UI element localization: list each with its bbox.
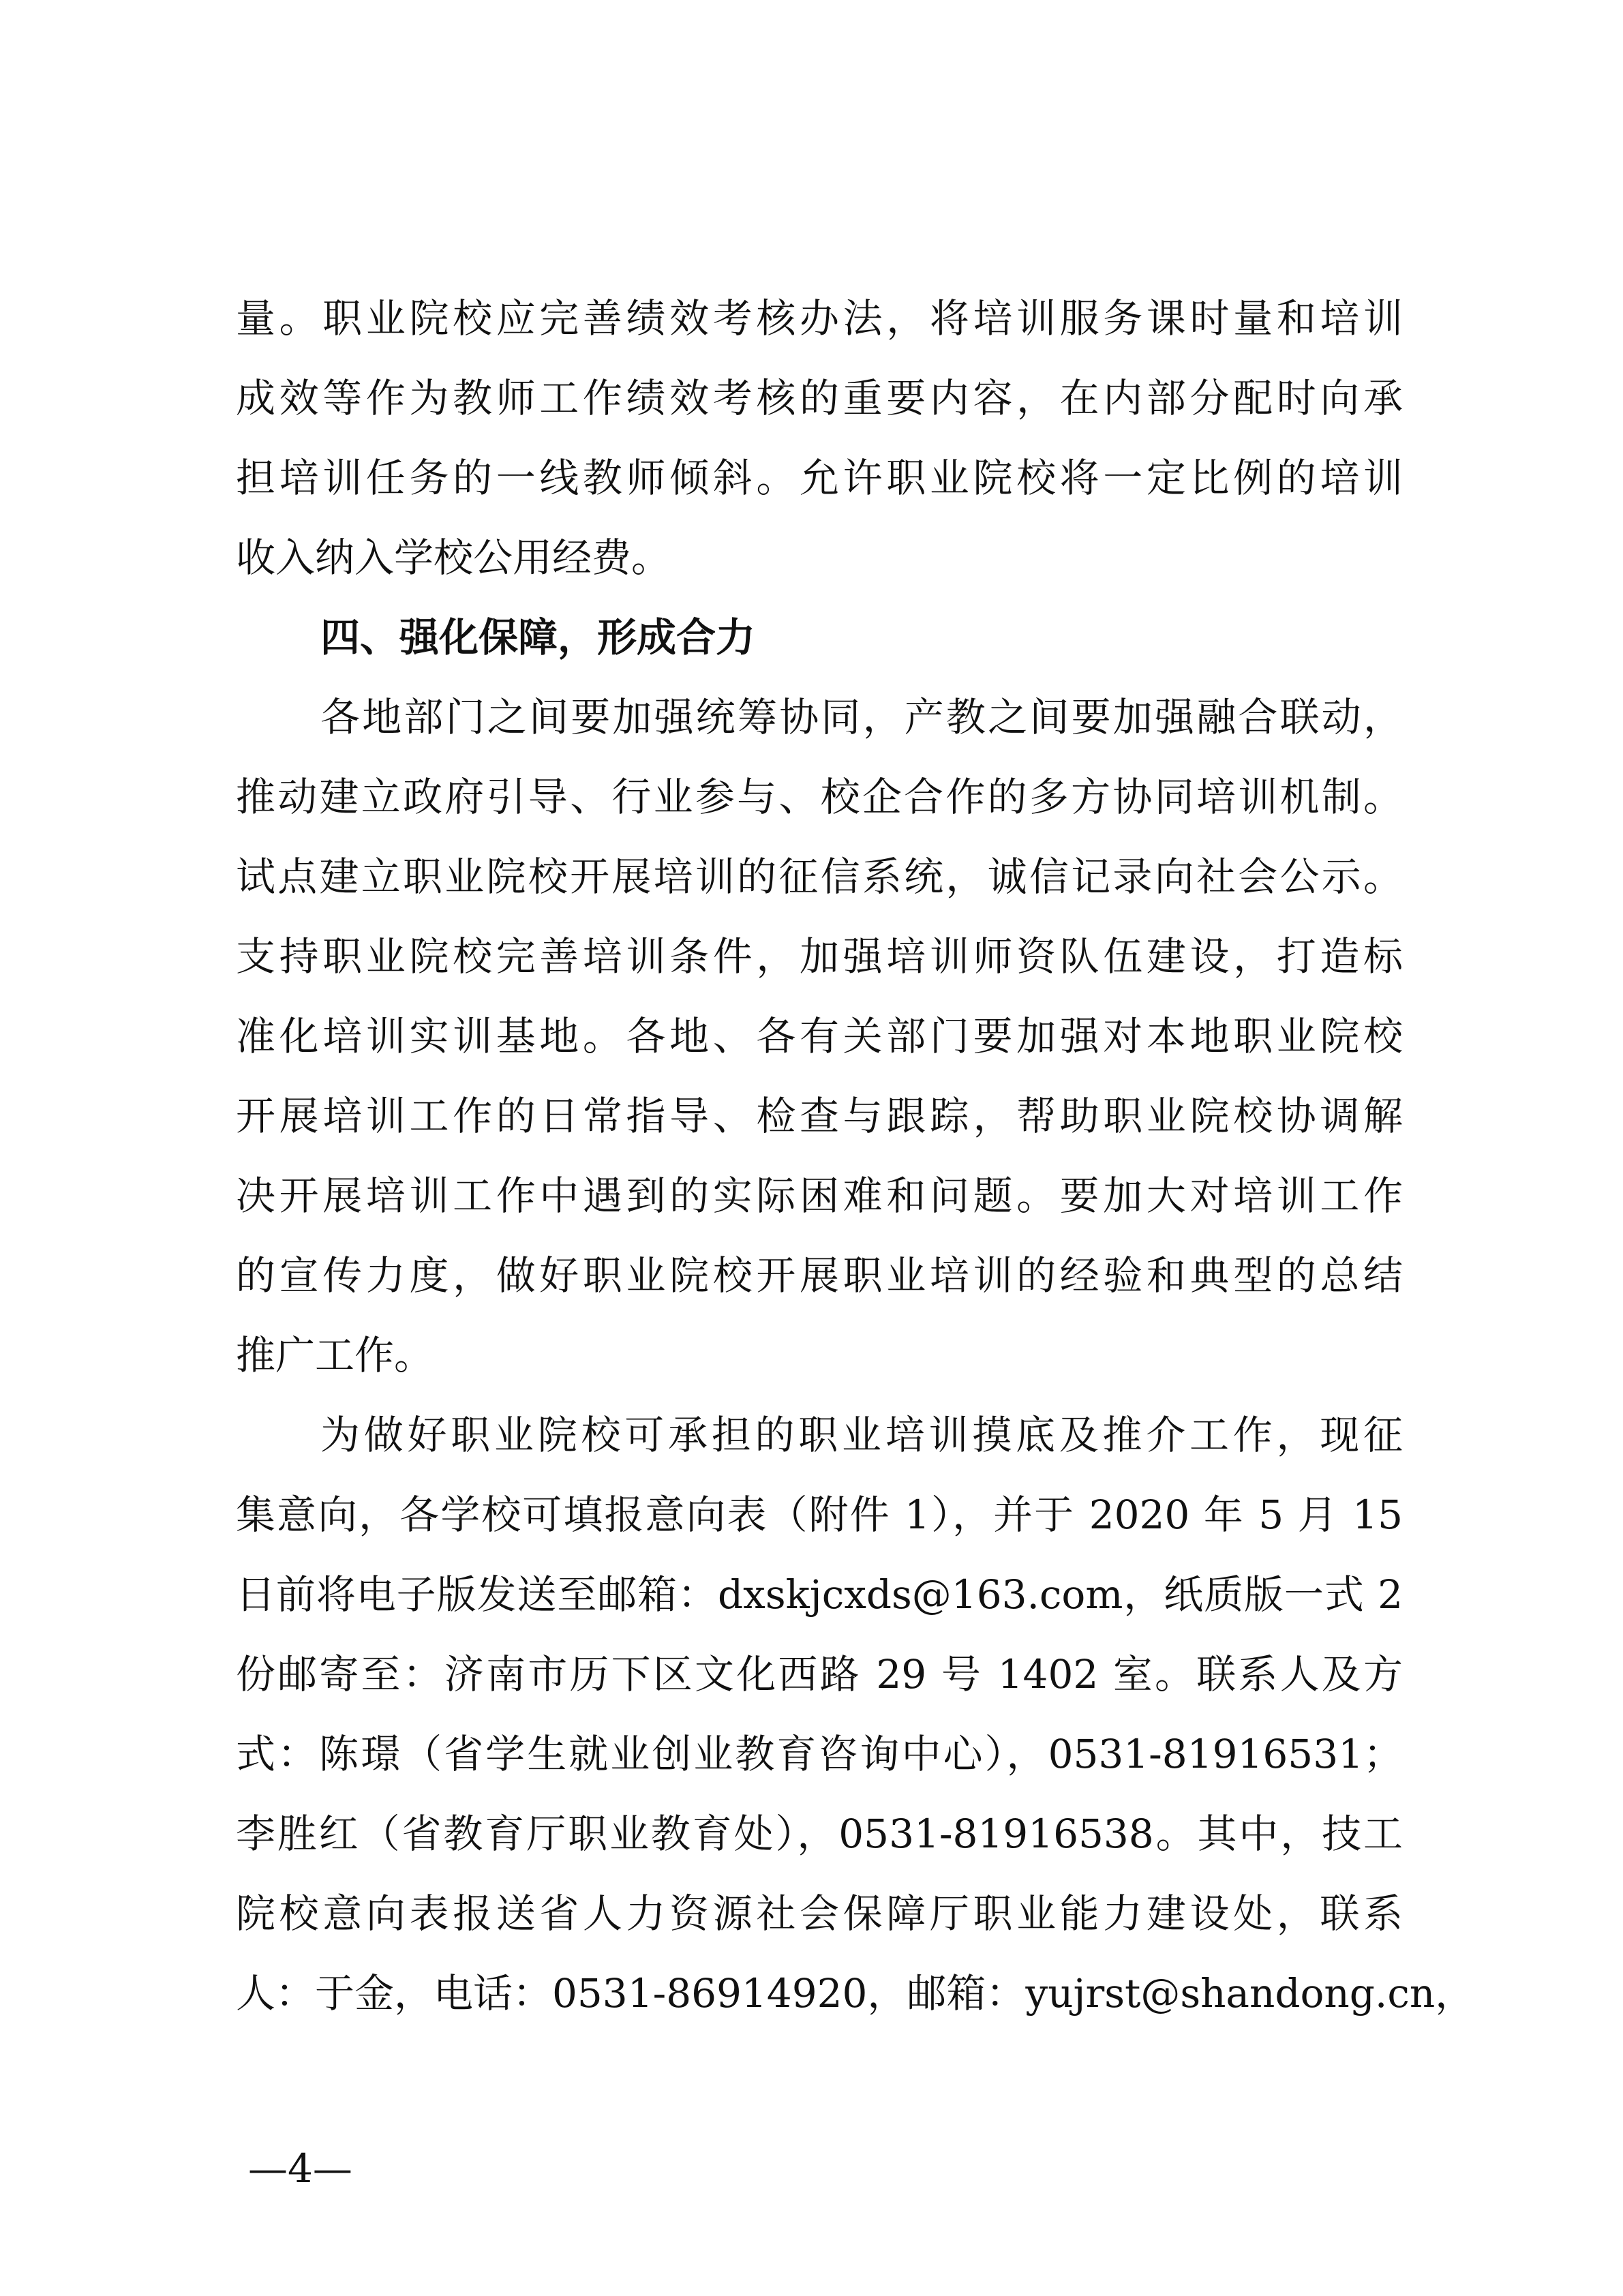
paragraph-line-11: 开展培训工作的日常指导、检查与跟踪，帮助职业院校协调解 — [236, 1093, 1403, 1139]
paragraph-line-3: 担培训任务的一线教师倾斜。允许职业院校将一定比例的培训 — [236, 455, 1403, 501]
paragraph-line-6: 各地部门之间要加强统筹协同，产教之间要加强融合联动， — [320, 694, 1403, 740]
paragraph-line-10: 准化培训实训基地。各地、各有关部门要加强对本地职业院校 — [236, 1013, 1403, 1059]
paragraph-line-9: 支持职业院校完善培训条件，加强培训师资队伍建设，打造标 — [236, 933, 1403, 980]
paragraph-line-2: 成效等作为教师工作绩效考核的重要内容，在内部分配时向承 — [236, 375, 1403, 421]
paragraph-line-19: 式：陈璟（省学生就业创业教育咨询中心），0531-81916531； — [236, 1731, 1403, 1777]
paragraph-line-14: 推广工作。 — [236, 1332, 434, 1378]
paragraph-line-1: 量。职业院校应完善绩效考核办法，将培训服务课时量和培训 — [236, 295, 1403, 342]
paragraph-line-12: 决开展培训工作中遇到的实际困难和问题。要加大对培训工作 — [236, 1173, 1403, 1219]
paragraph-line-18: 份邮寄至：济南市历下区文化西路 29 号 1402 室。联系人及方 — [236, 1651, 1403, 1697]
paragraph-line-20: 李胜红（省教育厅职业教育处），0531-81916538。其中，技工 — [236, 1811, 1403, 1857]
paragraph-line-17: 日前将电子版发送至邮箱：dxskjcxds@163.com，纸质版一式 2 — [236, 1571, 1403, 1618]
paragraph-line-7: 推动建立政府引导、行业参与、校企合作的多方协同培训机制。 — [236, 774, 1403, 820]
paragraph-line-13: 的宣传力度，做好职业院校开展职业培训的经验和典型的总结 — [236, 1252, 1403, 1299]
page-number: —4— — [248, 2145, 352, 2192]
paragraph-line-4: 收入纳入学校公用经费。 — [236, 534, 671, 581]
paragraph-line-22: 人：于金，电话：0531-86914920，邮箱：yujrst@shandong.cn， — [236, 1970, 1475, 2016]
paragraph-line-21: 院校意向表报送省人力资源社会保障厅职业能力建设处，联系 — [236, 1890, 1403, 1937]
paragraph-line-15: 为做好职业院校可承担的职业培训摸底及推介工作，现征 — [320, 1412, 1403, 1458]
paragraph-line-8: 试点建立职业院校开展培训的征信系统，诚信记录向社会公示。 — [236, 854, 1403, 900]
section-heading: 四、强化保障，形成合力 — [320, 614, 756, 661]
paragraph-line-16: 集意向，各学校可填报意向表（附件 1），并于 2020 年 5 月 15 — [236, 1492, 1403, 1538]
